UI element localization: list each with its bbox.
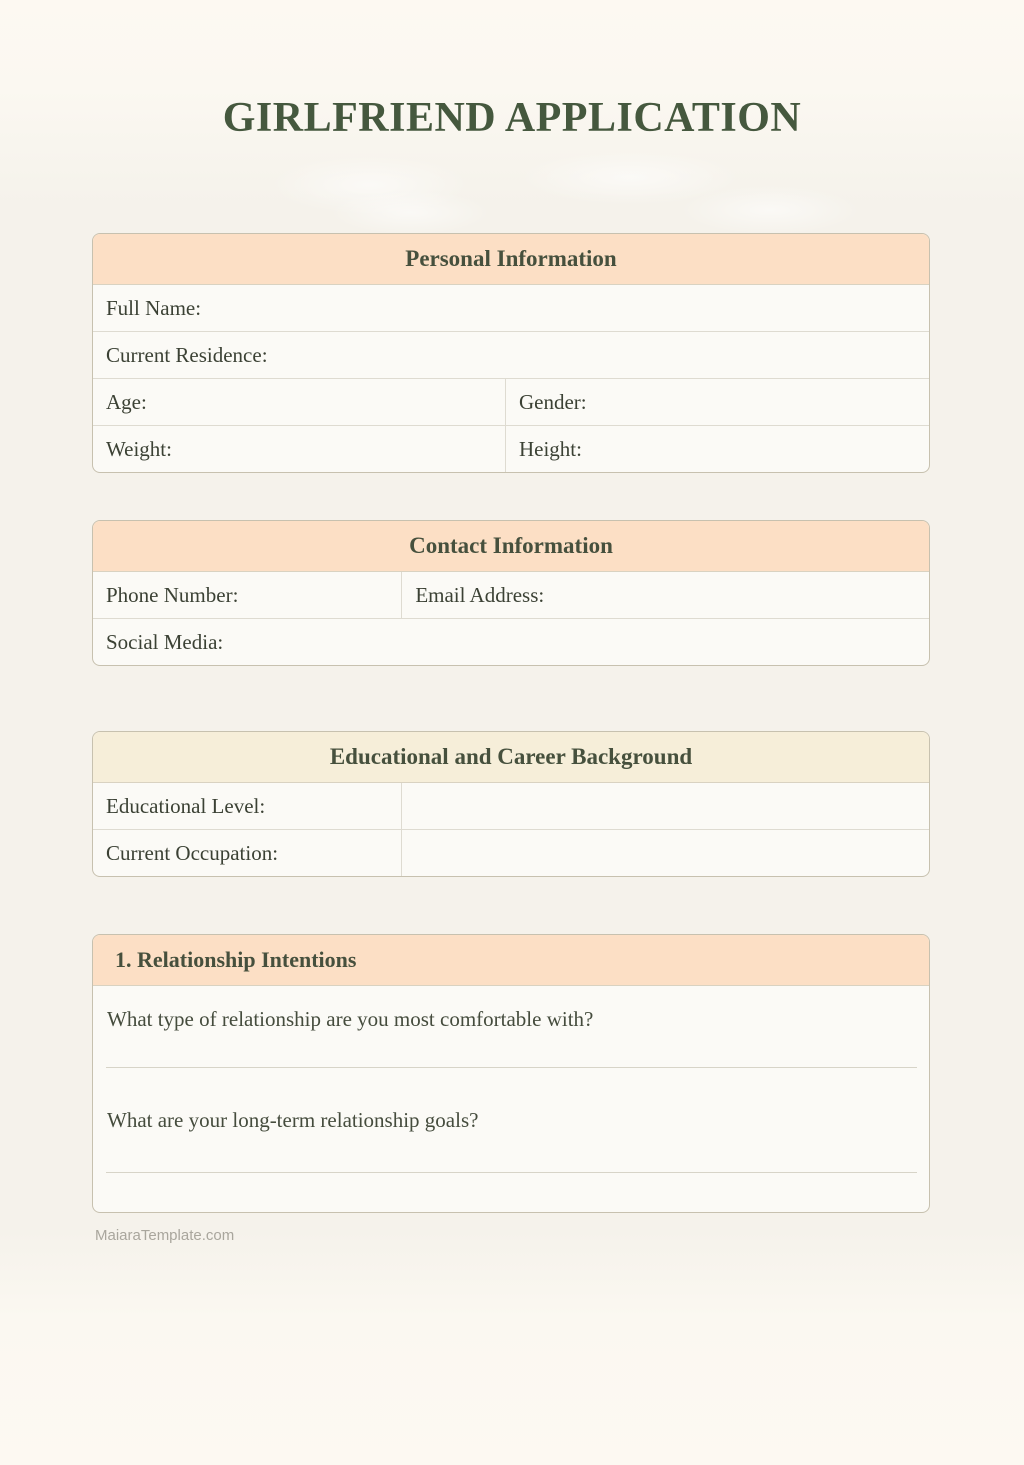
section-title: 1. Relationship Intentions (115, 947, 357, 972)
section-contact-information (92, 520, 930, 666)
footer-credit: MaiaraTemplate.com (95, 1227, 235, 1244)
section-header-personal-information (93, 234, 929, 285)
table-row (93, 783, 929, 829)
table-row (93, 331, 929, 378)
section-title: Educational and Career Background (329, 744, 693, 769)
section-header-contact-information (93, 521, 929, 572)
field-label: Gender: (518, 389, 587, 414)
field-label: Social Media: (106, 629, 224, 654)
question-long-term-goals: What are your long-term relationship goals? (107, 1108, 479, 1132)
field-phone-number (93, 572, 402, 618)
field-current-occupation (93, 830, 402, 876)
background-watermark (270, 155, 470, 215)
table-row (93, 285, 929, 331)
field-social-media (93, 619, 929, 665)
field-label: Full Name: (106, 295, 202, 320)
background-watermark (330, 190, 490, 235)
section-educational-career-background (92, 731, 930, 877)
background-watermark (520, 150, 740, 205)
field-label: Current Occupation: (106, 840, 279, 865)
field-educational-level (93, 783, 402, 829)
section-personal-information (92, 233, 930, 473)
field-label: Current Residence: (106, 342, 268, 367)
field-label: Educational Level: (106, 793, 266, 818)
table-row (93, 378, 929, 425)
field-label: Phone Number: (106, 582, 239, 607)
section-header-educational-career-background (93, 732, 929, 783)
section-title: Contact Information (409, 533, 613, 558)
answer-cell (402, 830, 929, 876)
field-weight (93, 426, 506, 472)
field-current-residence (93, 332, 929, 378)
field-label: Email Address: (415, 582, 545, 607)
answer-cell (402, 783, 929, 829)
field-label: Weight: (106, 436, 172, 461)
field-label: Height: (518, 436, 582, 461)
answer-line (106, 1172, 917, 1173)
field-gender (506, 379, 929, 425)
background-watermark (680, 185, 860, 235)
relationship-questions-body (93, 986, 929, 1212)
field-age (93, 379, 506, 425)
page-title: GIRLFRIEND APPLICATION (222, 95, 802, 141)
field-label: Age: (106, 389, 147, 414)
answer-line (106, 1067, 917, 1068)
field-height (506, 426, 929, 472)
field-email-address (402, 572, 929, 618)
table-row (93, 572, 929, 618)
table-row (93, 425, 929, 472)
section-title: Personal Information (405, 246, 617, 271)
table-row (93, 618, 929, 665)
question-relationship-type: What type of relationship are you most comfortable with? (107, 1007, 594, 1031)
section-relationship-intentions (92, 934, 930, 1213)
field-full-name (93, 285, 929, 331)
section-header-relationship-intentions (93, 935, 929, 986)
table-row (93, 829, 929, 876)
